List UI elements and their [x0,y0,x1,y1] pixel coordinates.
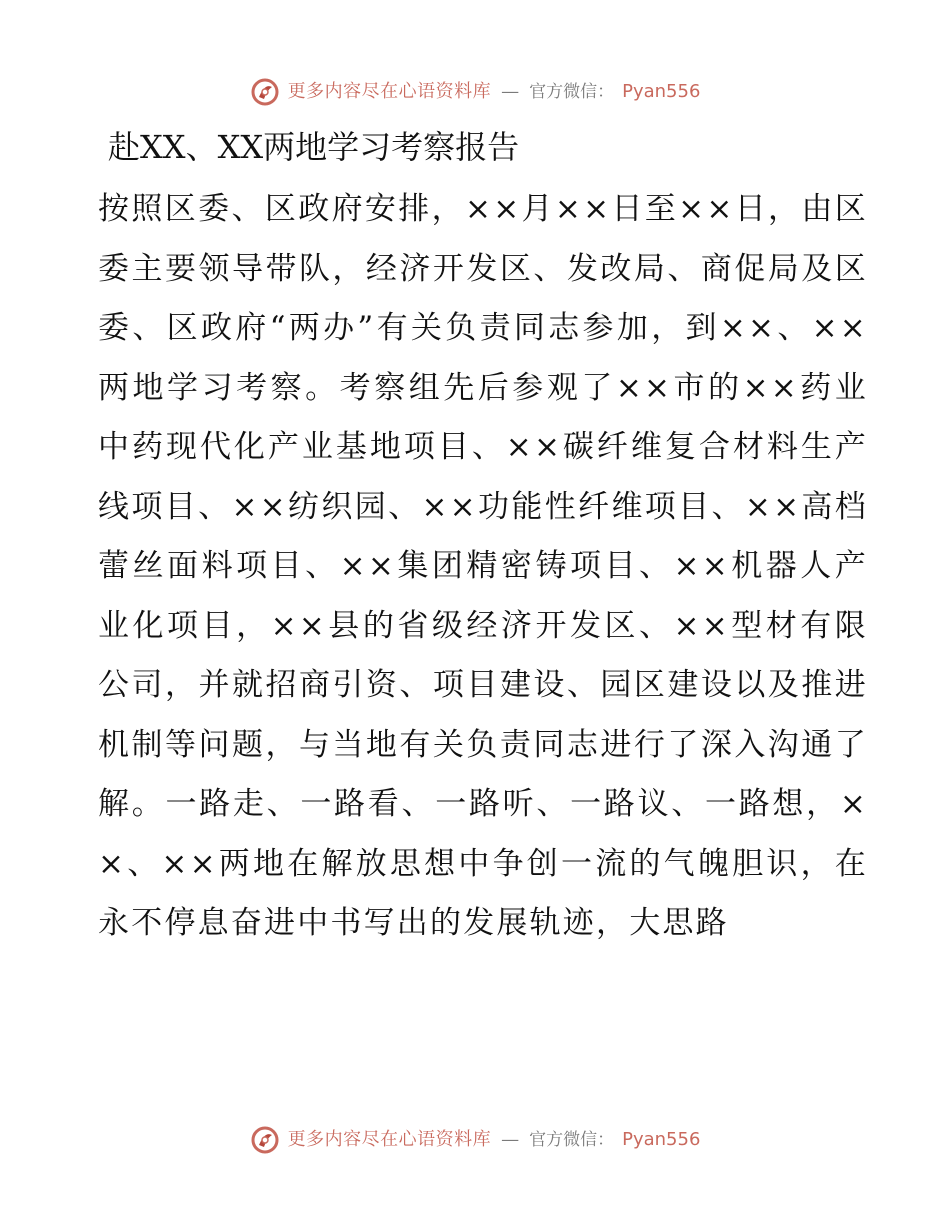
swirl-logo-icon [250,77,280,107]
document-title: 赴XX、XX两地学习考察报告 [108,128,520,166]
document-body: 按照区委、区政府安排，××月××日至××日，由区委主要领导带队，经济开发区、发改局、商促局及区委、区政府“两办”有关负责同志参加，到××、××两地学习考察。考察组先后参观了××市的××药业中药现代化产业基地项目、××碳纤维复合材料生产线项目、××纺织园、××功能性纤维项目、××高档蕾丝面料项目、××集团精密铸项目、××机器人产业化项目，××县的省级经济开发区、××型材有限公司，并就招商引资、项目建设、园区建设以及推进机制等问题，与当地有关负责同志进行了深入沟通了解。一路走、一路看、一路听、一路议、一路想，××、××两地在解放思想中争创一流的气魄胆识，在永不停息奋进中书写出的发展轨迹，大思路 [98,191,868,941]
official-wechat-label: 官方微信： [529,81,615,102]
wechat-id: Pyan556 [622,1129,701,1150]
footer-banner [0,1120,950,1160]
header-banner [0,72,950,112]
library-text: 更多内容尽在心语资料库 [287,81,492,102]
swirl-logo-icon [250,1125,280,1155]
banner-dash: — [501,1129,520,1150]
library-text: 更多内容尽在心语资料库 [287,1129,492,1150]
banner-dash: — [501,81,520,102]
wechat-id: Pyan556 [622,81,701,102]
official-wechat-label: 官方微信： [529,1129,615,1150]
